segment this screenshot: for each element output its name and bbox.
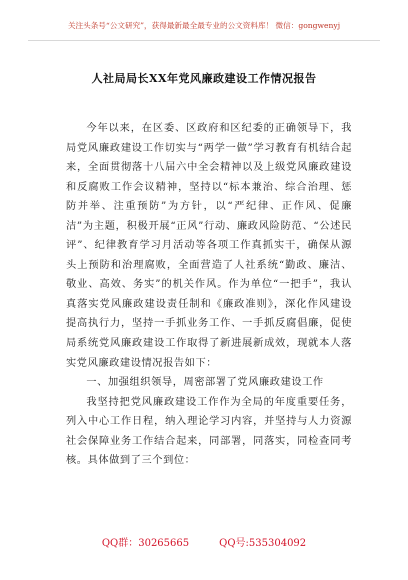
section-heading-1: 一、加强组织领导，周密部署了党风廉政建设工作 (86, 377, 324, 389)
footer-qq-number: QQ号:535304092 (219, 538, 307, 549)
header-divider (28, 40, 380, 41)
document-title: 人社局局长XX年党风廉政建设工作情况报告 (91, 72, 317, 85)
footer-contact (0, 534, 408, 549)
document-body (66, 119, 352, 471)
paragraph-intro: 今年以来，在区委、区政府和区纪委的正确领导下，我局党风廉政建设工作切实与“两学一做”学习教育有机结合起来，全面贯彻落十八届六中全会精神以及上级党风廉政建设和反腐败工作会议精神，坚持以“标本兼治、综合治理、惩防并举、注重预防”为方针，以“严纪律、正作风、促廉洁”为主题，积极开展“正风”行动、廉政风险防范、“公述民评”、纪律教育学习月活动等各项工作真抓实干，确保从源头上预防和治理腐败，全面营造了人社系统“勤政、廉洁、敬业、高效、务实”的机关作风。作为单位“一把手”，我认真落实党风廉政建设责任制和《廉政准则》，深化作风建设提高执行力，坚持一手抓业务工作、一手抓反腐倡廉，促使局系统党风廉政建设工作取得了新进展新成效，现就本人落实党风廉政建设情况报告如下： (66, 123, 352, 369)
paragraph-section-1: 我坚持把党风廉政建设工作作为全局的年度重要任务，列入中心工作日程，纳入理论学习内容，并坚持与人力资源社会保障业务工作结合起来，同部署，同落实，同检查同考核。具体做到了三个到位： (66, 396, 352, 467)
footer-qq-group: QQ群：30265665 (101, 538, 190, 549)
header-note: 关注头条号“公文研究”，获得最新最全最专业的公文资料库！ 微信：gongwenyj (67, 21, 341, 30)
